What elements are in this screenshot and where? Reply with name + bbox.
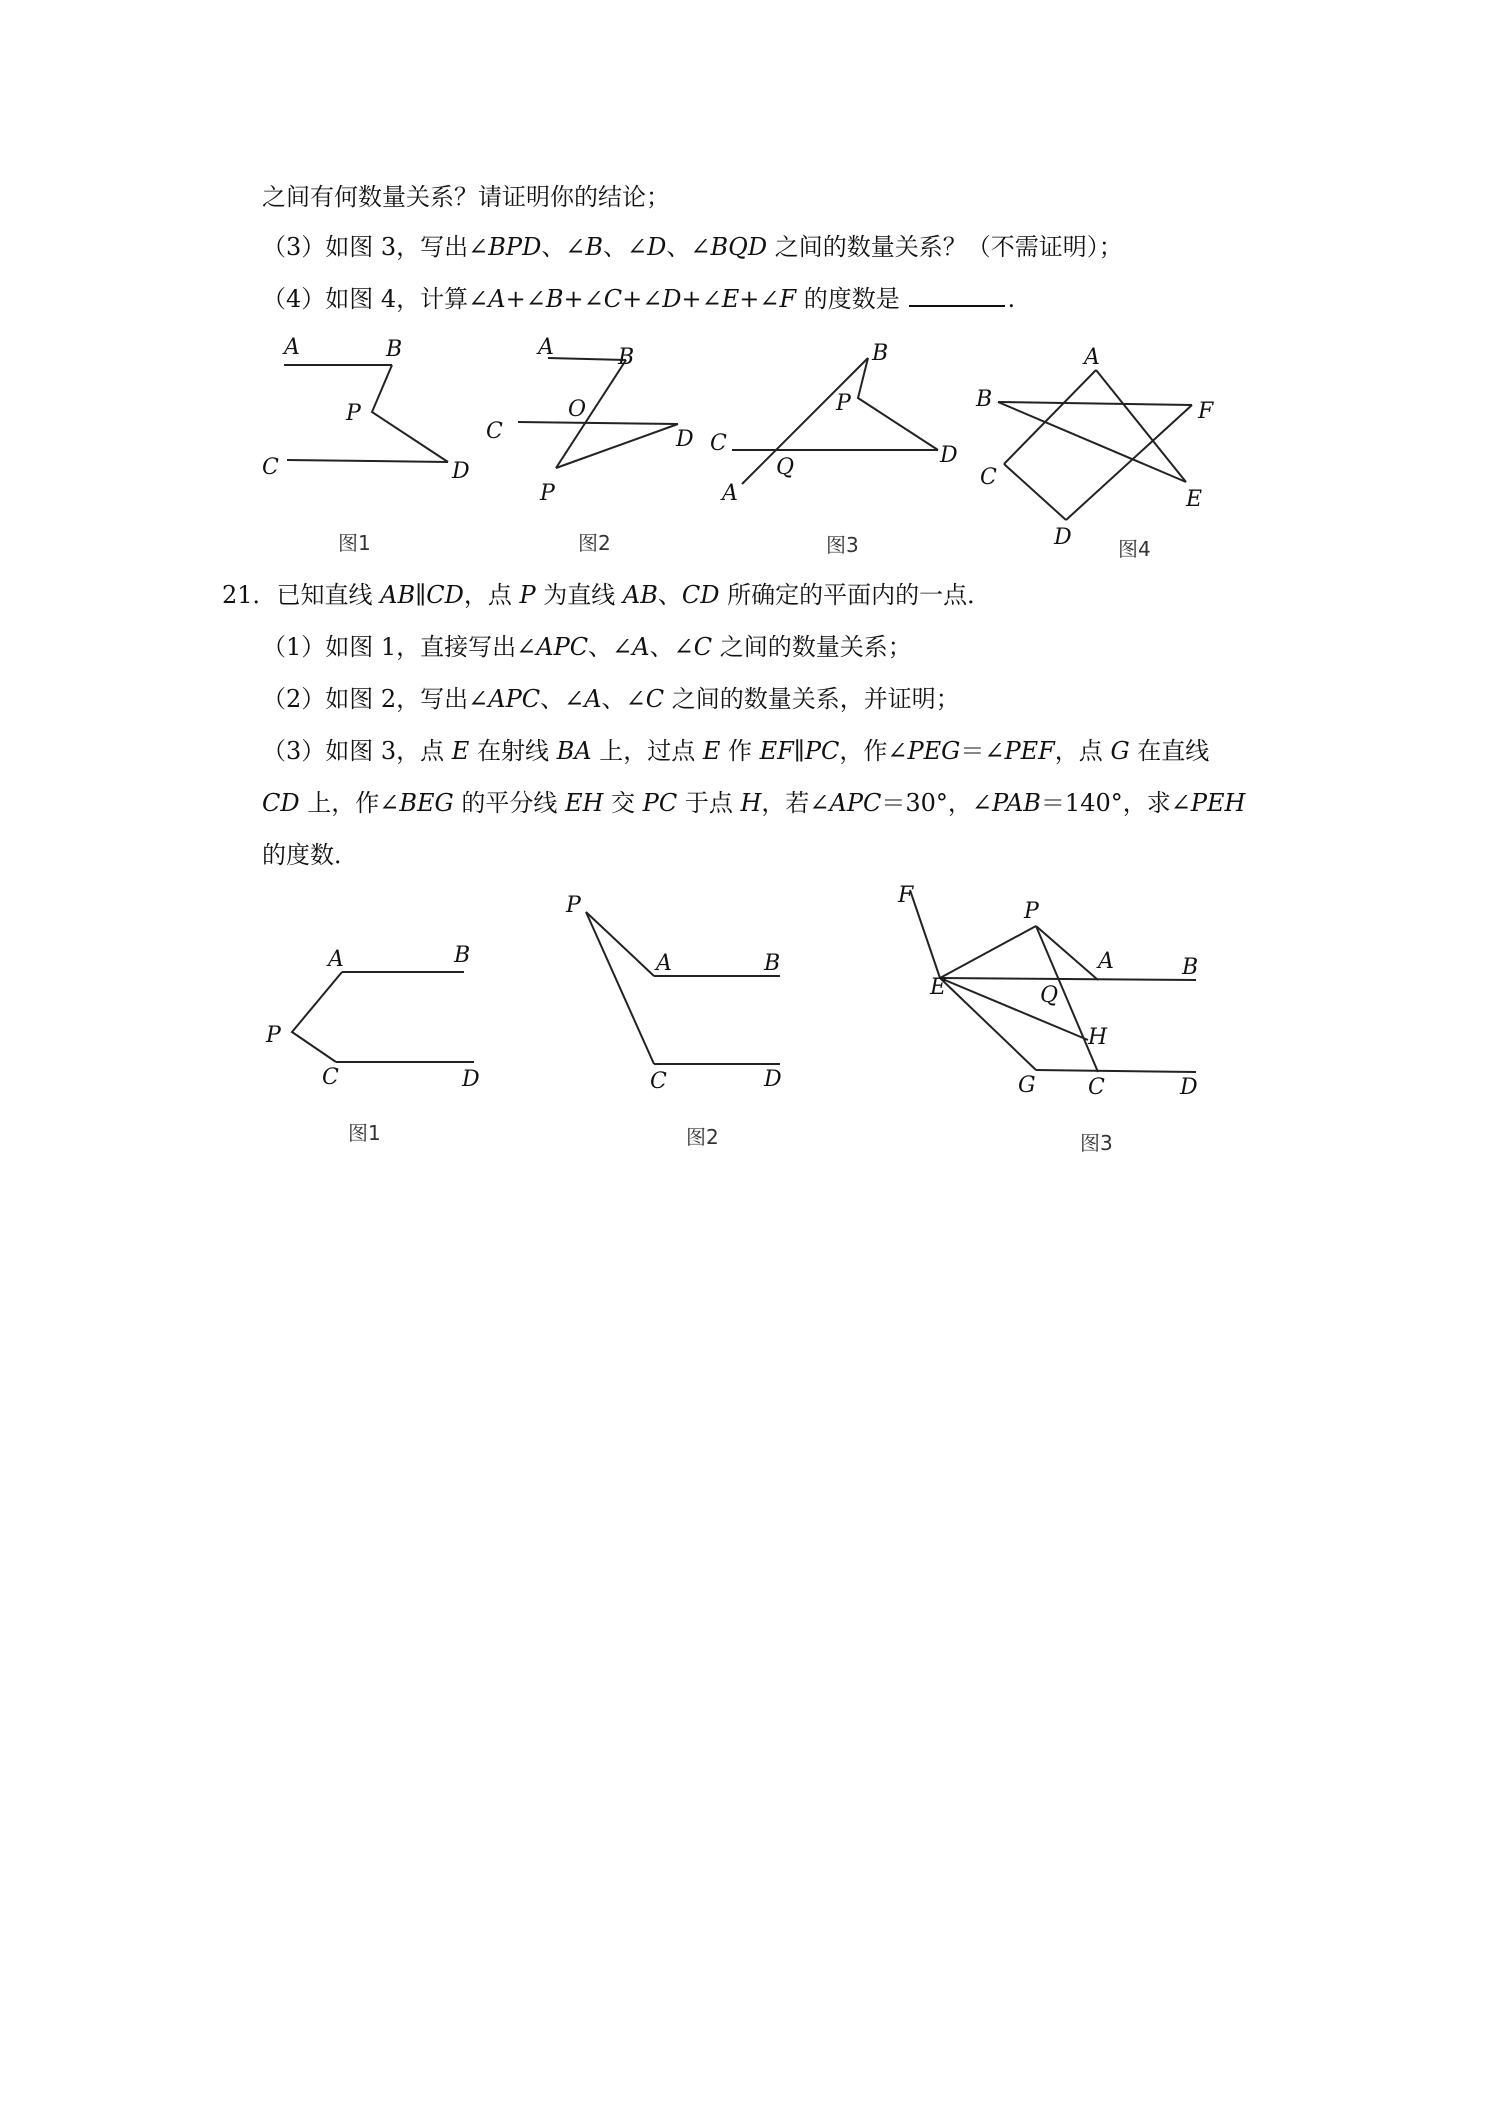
q21-part1: （1）如图 1，直接写出∠APC、∠A、∠C 之间的数量关系；	[262, 633, 912, 661]
q21-figure-1	[265, 943, 480, 1145]
segment-pc	[586, 912, 654, 1064]
label-G: G	[1018, 1073, 1036, 1098]
q21-part2: （2）如图 2，写出∠APC、∠A、∠C 之间的数量关系，并证明；	[262, 685, 960, 713]
q20-part3: （3）如图 3，写出∠BPD、∠B、∠D、∠BQD 之间的数量关系？（不需证明）；	[262, 233, 1123, 261]
label-D: D	[1180, 1075, 1198, 1100]
segment-ae	[1096, 370, 1186, 482]
label-B: B	[454, 943, 471, 968]
figure-caption: 图2	[578, 531, 611, 555]
q20-continuation-line: 之间有何数量关系？请证明你的结论；	[262, 183, 670, 211]
label-A: A	[1084, 345, 1100, 370]
segment-bp	[556, 360, 626, 468]
q21-stem: 21．已知直线 AB∥CD，点 P 为直线 AB、CD 所确定的平面内的一点．	[222, 581, 992, 609]
label-E: E	[1186, 487, 1203, 512]
label-Q: Q	[1040, 983, 1059, 1008]
segment-cd	[287, 460, 448, 462]
label-P: P	[836, 391, 851, 416]
label-O: O	[568, 397, 587, 422]
label-C: C	[486, 419, 503, 444]
segment-ab	[548, 358, 626, 360]
q21-figure-2	[565, 893, 782, 1149]
q20-figure-1	[262, 335, 470, 555]
label-A: A	[656, 951, 672, 976]
label-E: E	[930, 975, 947, 1000]
label-C: C	[322, 1065, 339, 1090]
figure-caption: 图1	[348, 1121, 381, 1145]
label-Q: Q	[776, 455, 795, 480]
label-P: P	[346, 401, 361, 426]
segment-pd	[556, 424, 678, 468]
label-D: D	[940, 443, 958, 468]
label-P: P	[566, 893, 581, 918]
label-D: D	[452, 459, 470, 484]
q20-part4: （4）如图 4，计算∠A+∠B+∠C+∠D+∠E+∠F 的度数是 .	[262, 285, 1016, 313]
segment-pa	[1036, 926, 1098, 980]
segment-ba	[742, 358, 868, 484]
label-D: D	[764, 1067, 782, 1092]
label-A: A	[722, 481, 738, 506]
segment-df	[1066, 405, 1192, 520]
figure-caption: 图3	[1080, 1131, 1113, 1155]
q21-figure-3	[897, 883, 1198, 1155]
segment-eg	[940, 978, 1036, 1070]
q20-figure-4	[975, 345, 1214, 561]
label-P: P	[1024, 899, 1039, 924]
label-B: B	[1182, 955, 1199, 980]
label-B: B	[976, 387, 993, 412]
segment-cd	[1004, 464, 1066, 520]
label-P: P	[266, 1023, 281, 1048]
label-A: A	[538, 335, 554, 360]
label-H: H	[1088, 1025, 1108, 1050]
segment-bpd	[858, 358, 938, 450]
segment-eh	[940, 978, 1088, 1040]
label-B: B	[618, 345, 635, 370]
segment-cd	[518, 422, 678, 424]
q21-part3-line2: CD 上，作∠BEG 的平分线 EH 交 PC 于点 H，若∠APC＝30°，∠PAB＝140°，求∠PEH	[262, 789, 1246, 817]
label-A: A	[284, 335, 300, 360]
segment-fe	[910, 890, 940, 978]
label-B: B	[764, 951, 781, 976]
label-D: D	[676, 427, 694, 452]
label-C: C	[1088, 1075, 1105, 1100]
segment-ep	[940, 926, 1036, 978]
label-D: D	[1054, 525, 1072, 550]
label-D: D	[462, 1067, 480, 1092]
label-B: B	[872, 341, 889, 366]
figure-caption: 图2	[686, 1125, 719, 1149]
label-C: C	[980, 465, 997, 490]
segment-bf	[998, 402, 1192, 405]
label-P: P	[540, 481, 555, 506]
label-C: C	[262, 455, 279, 480]
segment-apc	[292, 972, 342, 1062]
label-C: C	[710, 431, 727, 456]
figure-caption: 图1	[338, 531, 371, 555]
segment-eb	[940, 978, 1196, 980]
segment-pa	[586, 912, 654, 976]
segment-bpd	[372, 365, 448, 462]
q21-part3-line3: 的度数．	[262, 841, 358, 869]
segment-gd	[1036, 1070, 1196, 1072]
label-C: C	[650, 1069, 667, 1094]
q21-part3-line1: （3）如图 3，点 E 在射线 BA 上，过点 E 作 EF∥PC，作∠PEG＝∠PEF，点 G 在直线	[262, 737, 1210, 765]
figure-caption: 图4	[1118, 537, 1151, 561]
label-F: F	[898, 883, 914, 908]
q20-figure-2	[486, 335, 694, 555]
label-F: F	[1198, 399, 1214, 424]
figure-caption: 图3	[826, 533, 859, 557]
q20-figure-3	[710, 341, 958, 557]
label-A: A	[1098, 949, 1114, 974]
label-A: A	[328, 947, 344, 972]
segment-ac	[1004, 370, 1096, 464]
label-B: B	[386, 337, 403, 362]
